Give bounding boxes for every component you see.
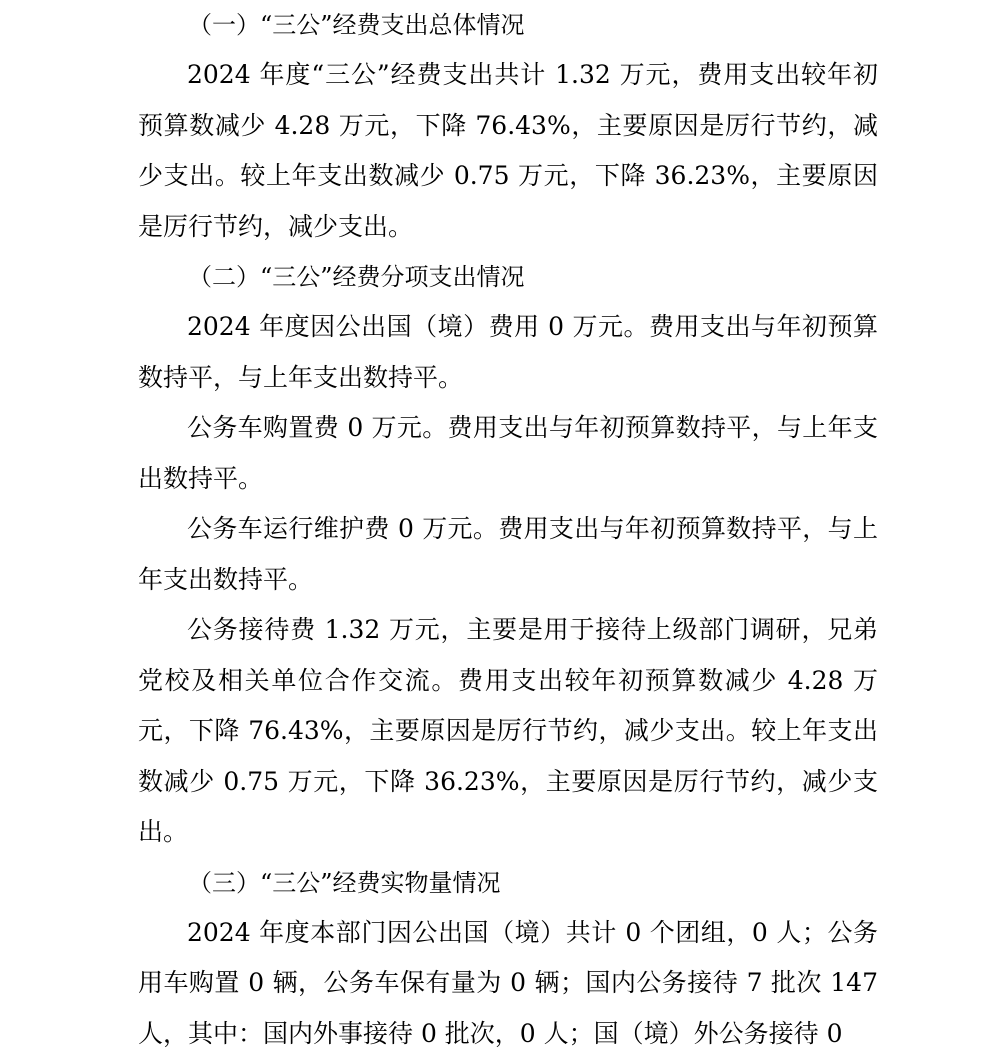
section-heading: （一）“三公”经费支出总体情况: [188, 11, 525, 39]
section-heading: （二）“三公”经费分项支出情况: [188, 263, 525, 291]
section-physical-quantity: [138, 858, 878, 1059]
paragraph: 公务车购置费 0 万元。费用支出与年初预算数持平，与上年支出数持平。: [138, 413, 878, 493]
section-itemized: [138, 252, 878, 858]
paragraph: 2024 年度因公出国（境）费用 0 万元。费用支出与年初预算数持平，与上年支出数持平。: [138, 312, 878, 392]
paragraph: 2024 年度本部门因公出国（境）共计 0 个团组，0 人；公务用车购置 0 辆，公务车保有量为 0 辆；国内公务接待 7 批次 147 人，其中：国内外事接待 0 批次，0 人；国（境）外公务接待 0: [138, 917, 878, 1048]
paragraph: 2024 年度“三公”经费支出共计 1.32 万元，费用支出较年初预算数减少 4.28 万元，下降 76.43%，主要原因是厉行节约，减少支出。较上年支出数减少 0.75 万元，下降 36.23%，主要原因是厉行节约，减少支出。: [138, 60, 878, 241]
paragraph: 公务接待费 1.32 万元，主要是用于接待上级部门调研，兄弟党校及相关单位合作交流。费用支出较年初预算数减少 4.28 万元，下降 76.43%，主要原因是厉行节约，减少支出。较上年支出数减少 0.75 万元，下降 36.23%，主要原因是厉行节约，减少支出。: [138, 615, 878, 846]
document-page: [138, 0, 878, 1059]
section-overall: [138, 0, 878, 252]
paragraph: 公务车运行维护费 0 万元。费用支出与年初预算数持平，与上年支出数持平。: [138, 514, 878, 594]
section-heading: （三）“三公”经费实物量情况: [188, 868, 501, 897]
